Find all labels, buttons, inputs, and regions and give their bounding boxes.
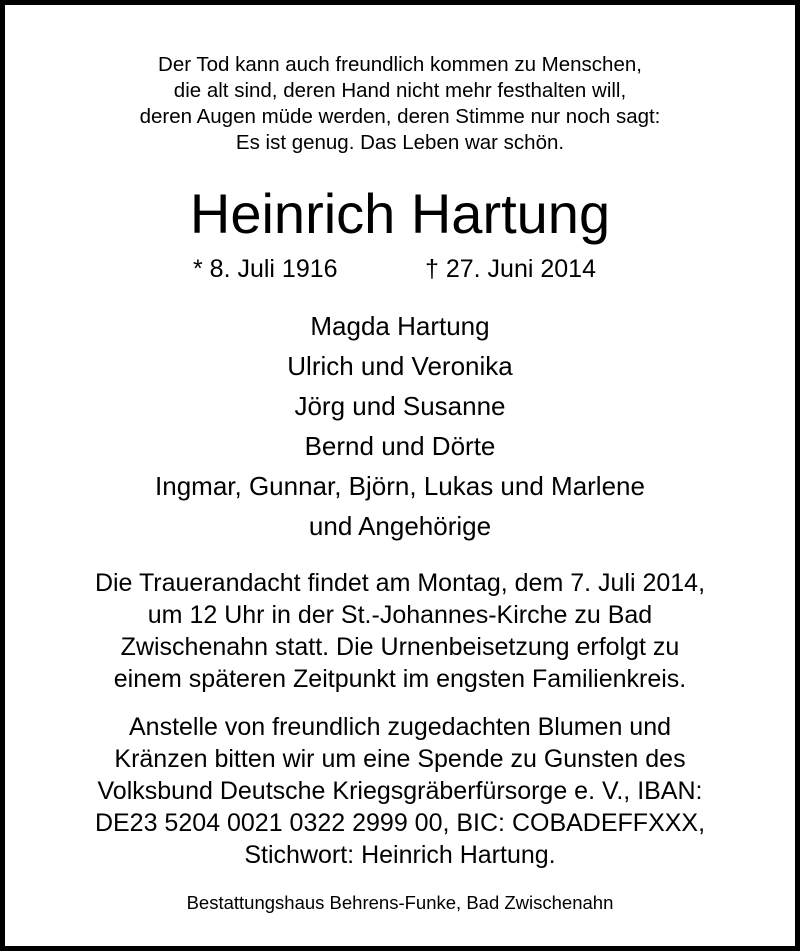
funeral-home: Bestattungshaus Behrens-Funke, Bad Zwischenahn [186,892,614,913]
mourner-line: Jörg und Susanne [294,391,506,421]
service-line: um 12 Uhr in der St.-Johannes-Kirche zu Bad [147,601,653,629]
mourner-line: Bernd und Dörte [304,431,496,461]
service-line: Die Trauerandacht findet am Montag, dem 7. Juli 2014, [94,569,706,597]
poem-line: die alt sind, deren Hand nicht mehr festhalten will, [173,79,627,102]
death-date: † 27. Juni 2014 [425,255,596,283]
deceased-name: Heinrich Hartung [189,182,611,245]
service-line: einem späteren Zeitpunkt im engsten Familienkreis. [113,665,687,693]
birth-date: * 8. Juli 1916 [193,255,338,283]
mourner-line: Ingmar, Gunnar, Björn, Lukas und Marlene [155,471,645,501]
donation-line: DE23 5204 0021 0322 2999 00, BIC: COBADEFFXXX, [94,809,706,837]
poem-line: Es ist genug. Das Leben war schön. [235,131,565,154]
poem-line: deren Augen müde werden, deren Stimme nur noch sagt: [139,105,661,128]
donation-line: Volksbund Deutsche Kriegsgräberfürsorge e. V., IBAN: [97,777,703,805]
service-line: Zwischenahn statt. Die Urnenbeisetzung erfolgt zu [120,633,680,661]
donation-line: Stichwort: Heinrich Hartung. [244,841,556,869]
mourner-line: und Angehörige [308,511,492,541]
donation-line: Anstelle von freundlich zugedachten Blumen und [128,713,672,741]
donation-line: Kränzen bitten wir um eine Spende zu Gunsten des [114,745,686,773]
poem-line: Der Tod kann auch freundlich kommen zu Menschen, [158,53,642,76]
mourner-line: Magda Hartung [310,311,490,341]
mourner-line: Ulrich und Veronika [287,351,513,381]
